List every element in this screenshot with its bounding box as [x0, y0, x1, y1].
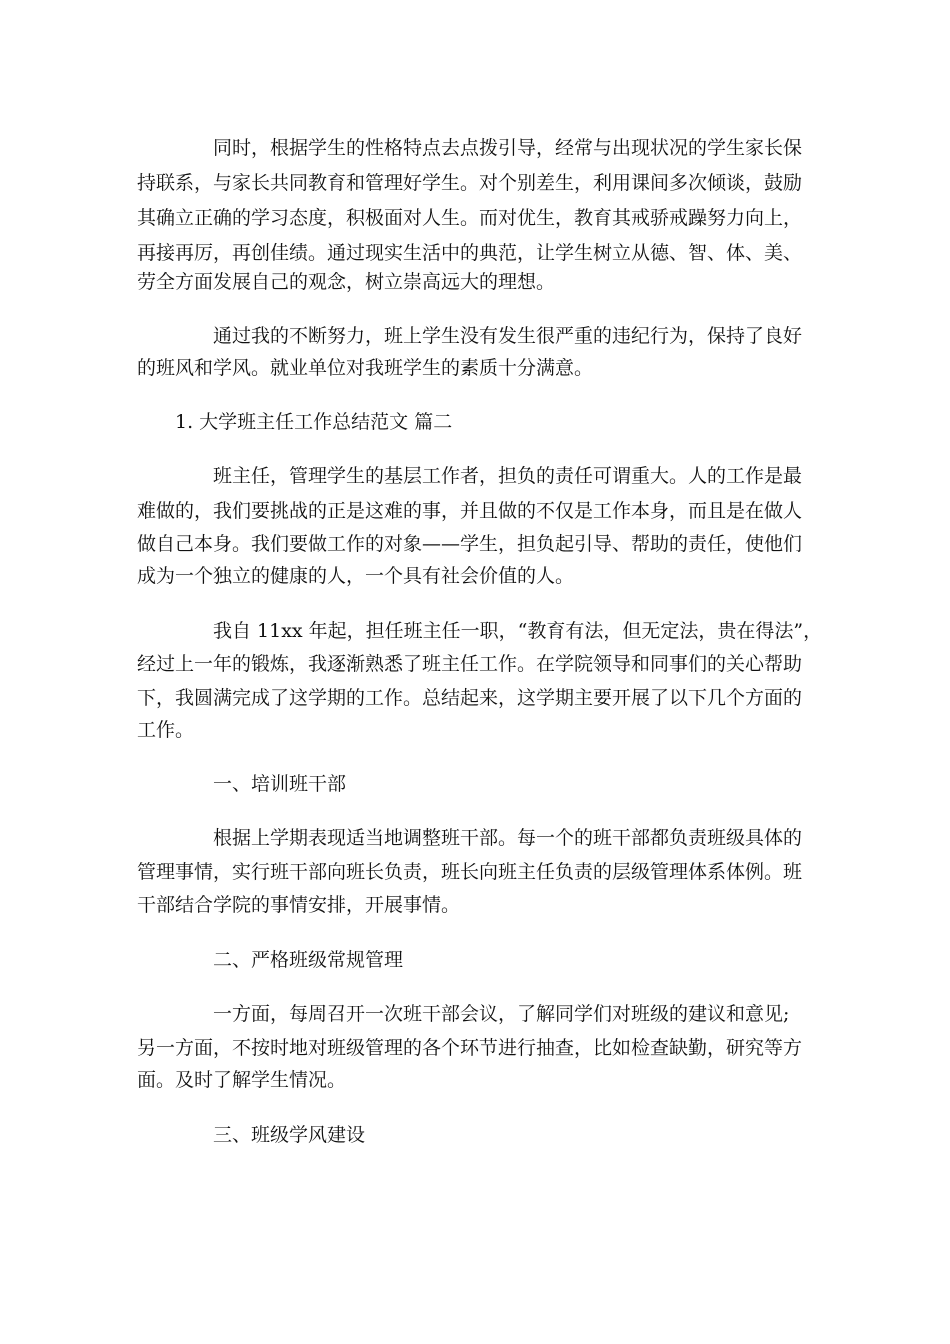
- paragraph-line: 的班风和学风。就业单位对我班学生的素质十分满意。: [137, 357, 594, 379]
- section-heading: 三、班级学风建设: [213, 1124, 366, 1146]
- paragraph-line: 工作。: [137, 719, 195, 741]
- paragraph-line: 下，我圆满完成了这学期的工作。总结起来，这学期主要开展了以下几个方面的: [137, 687, 803, 709]
- paragraph-line: 管理事情，实行班干部向班长负责，班长向班主任负责的层级管理体系体例。班: [137, 861, 803, 883]
- paragraph-line: 做自己本身。我们要做工作的对象——学生，担负起引导、帮助的责任，使他们: [137, 533, 803, 555]
- section-heading: 1. 大学班主任工作总结范文 篇二: [175, 411, 453, 433]
- paragraph-line: 干部结合学院的事情安排，开展事情。: [137, 894, 461, 916]
- paragraph-line: 通过我的不断努力，班上学生没有发生很严重的违纪行为，保持了良好: [213, 325, 803, 347]
- paragraph-line: 班主任，管理学生的基层工作者，担负的责任可谓重大。人的工作是最: [213, 465, 803, 487]
- paragraph-line: 持联系，与家长共同教育和管理好学生。对个别差生，利用课间多次倾谈，鼓励: [137, 172, 803, 194]
- section-heading: 二、严格班级常规管理: [213, 949, 404, 971]
- paragraph-line: 难做的，我们要挑战的正是这难的事，并且做的不仅是工作本身，而且是在做人: [137, 500, 803, 522]
- paragraph-line: 成为一个独立的健康的人，一个具有社会价值的人。: [137, 565, 575, 587]
- paragraph-line: 我自 11xx 年起，担任班主任一职，“教育有法，但无定法，贵在得法”，: [213, 620, 823, 642]
- section-heading: 一、培训班干部: [213, 773, 347, 795]
- paragraph-line: 再接再厉，再创佳绩。通过现实生活中的典范，让学生树立从德、智、体、美、: [137, 242, 803, 264]
- paragraph-line: 面。及时了解学生情况。: [137, 1069, 347, 1091]
- paragraph-line: 经过上一年的锻炼，我逐渐熟悉了班主任工作。在学院领导和同事们的关心帮助: [137, 653, 803, 675]
- paragraph-line: 劳全方面发展自己的观念，树立崇高远大的理想。: [137, 271, 556, 293]
- paragraph-line: 其确立正确的学习态度，积极面对人生。而对优生，教育其戒骄戒躁努力向上，: [137, 207, 803, 229]
- paragraph-line: 一方面，每周召开一次班干部会议，了解同学们对班级的建议和意见;: [213, 1003, 790, 1025]
- paragraph-line: 根据上学期表现适当地调整班干部。每一个的班干部都负责班级具体的: [213, 827, 803, 849]
- paragraph-line: 同时，根据学生的性格特点去点拨引导，经常与出现状况的学生家长保: [213, 137, 803, 159]
- paragraph-line: 另一方面，不按时地对班级管理的各个环节进行抽查，比如检查缺勤，研究等方: [137, 1037, 803, 1059]
